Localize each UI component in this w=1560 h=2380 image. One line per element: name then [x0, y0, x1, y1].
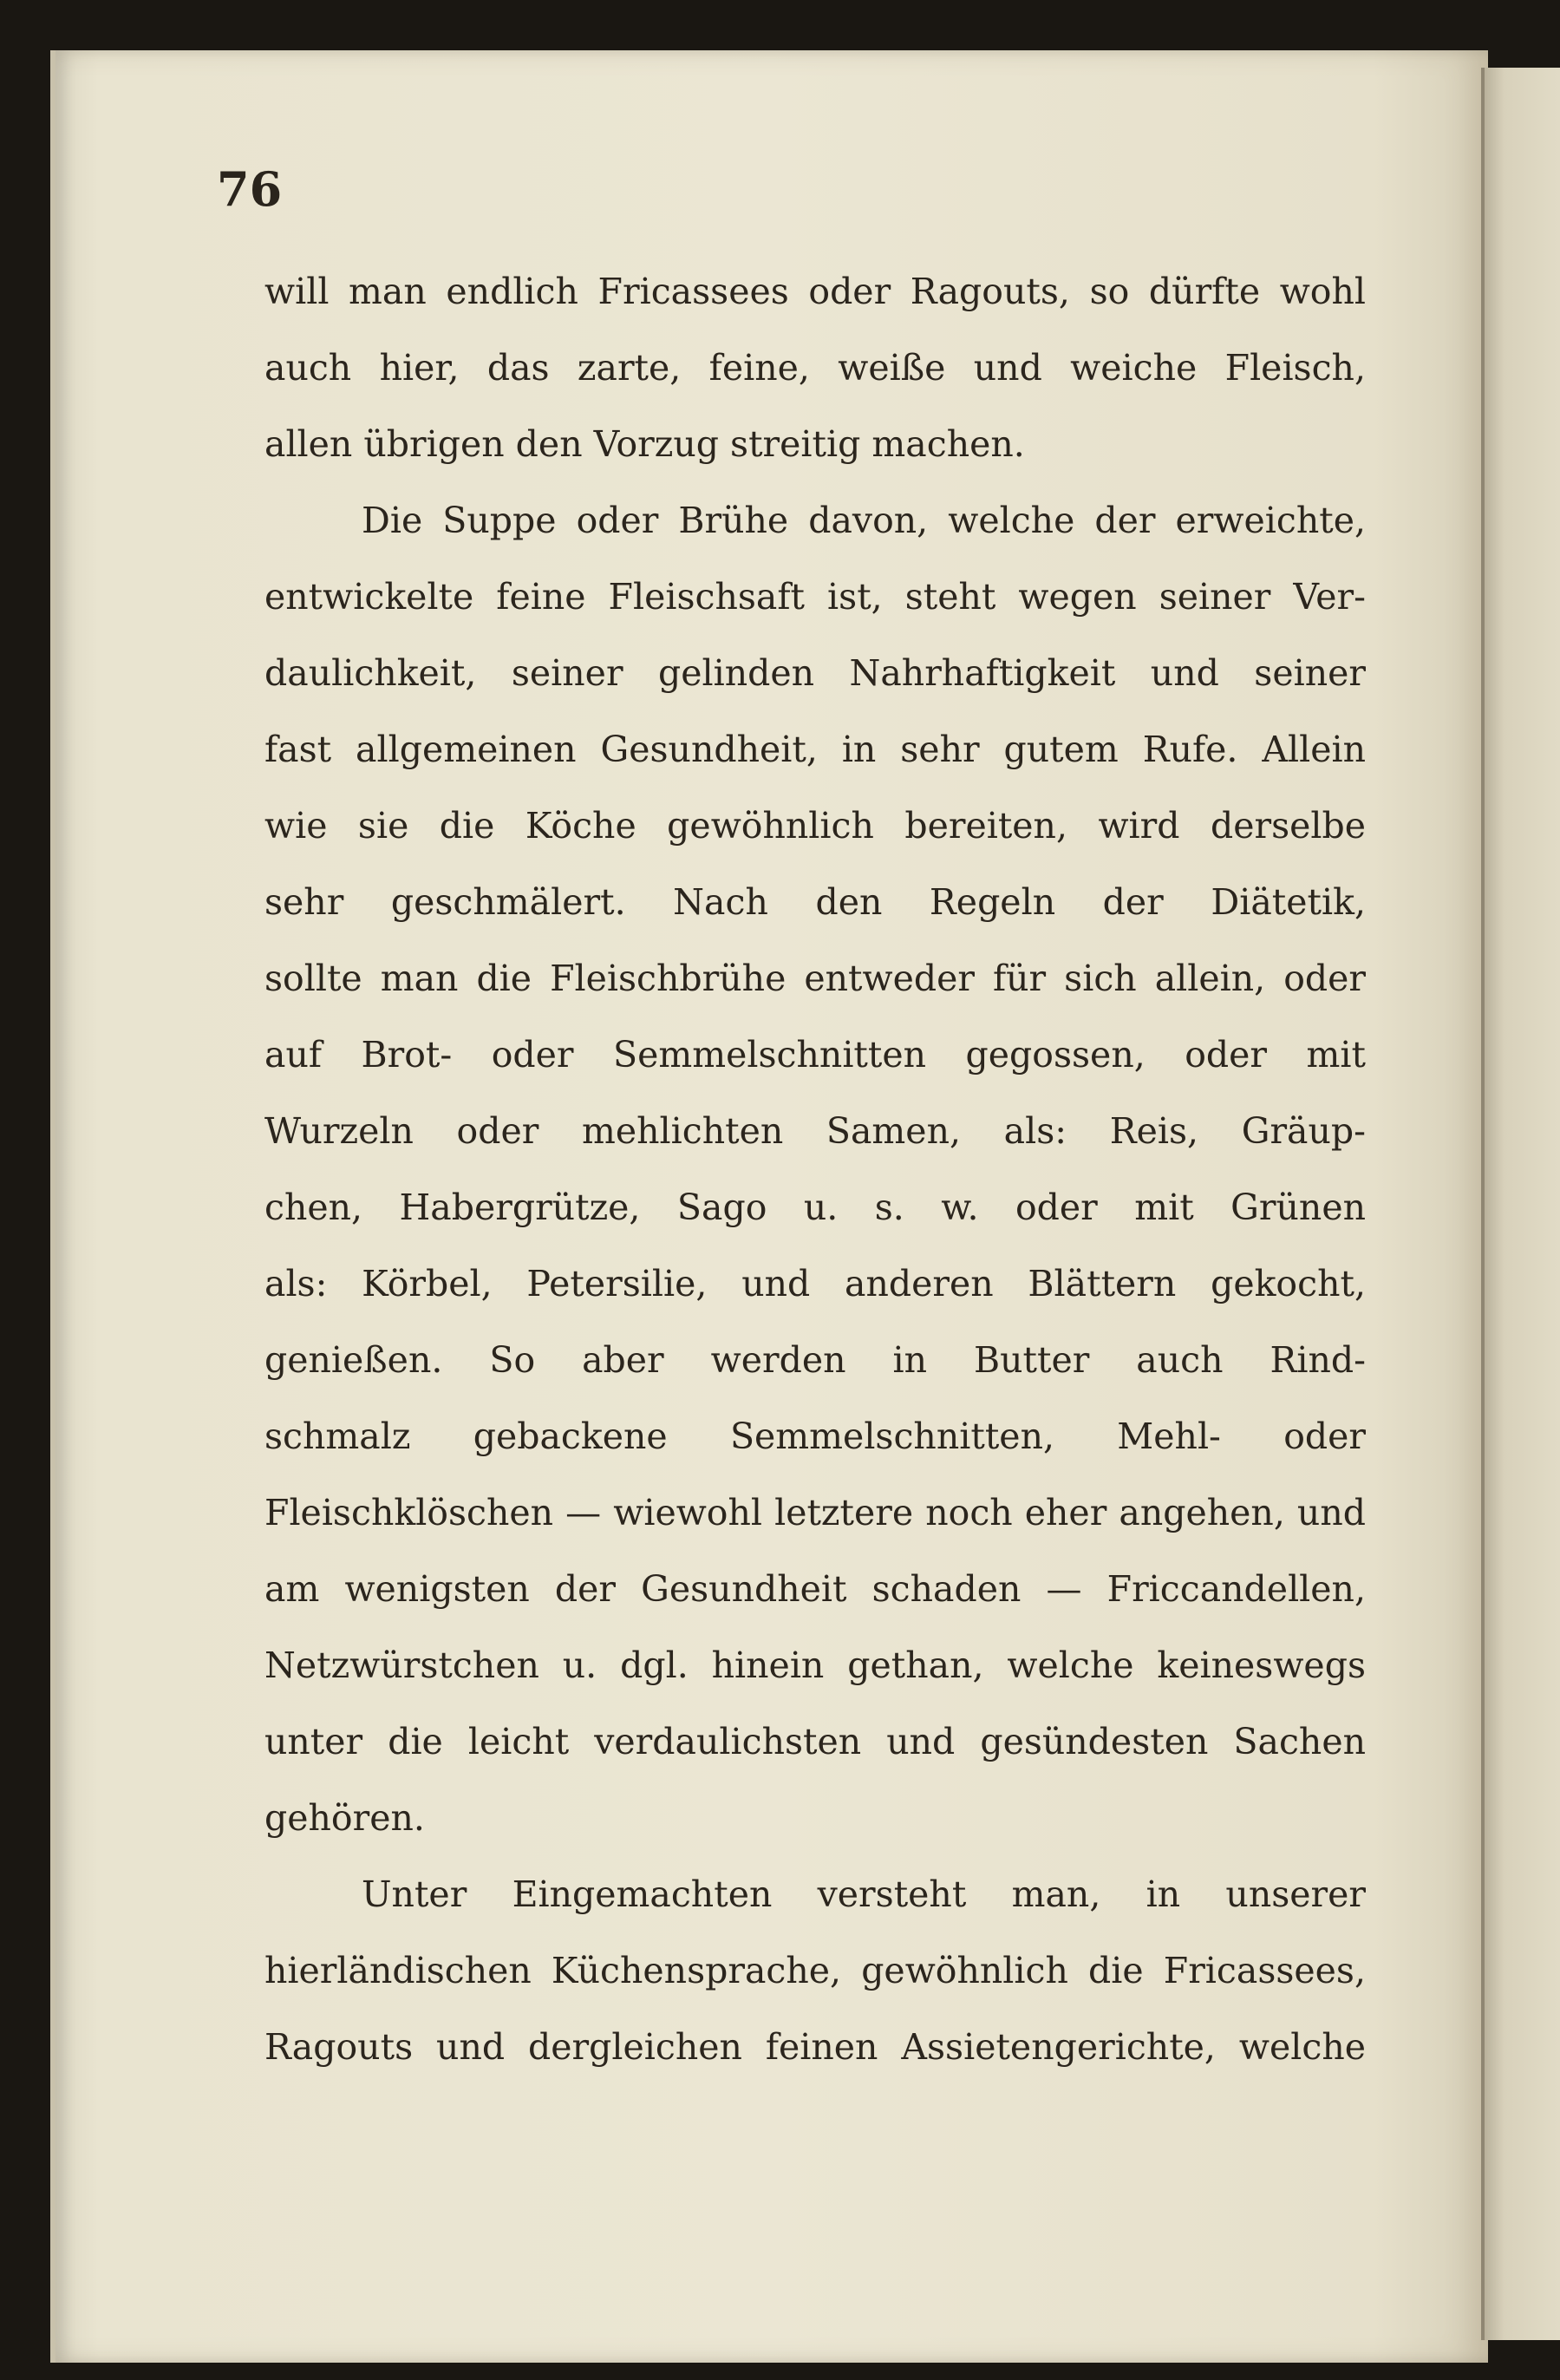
text-line: Netzwürstchen u. dgl. hinein gethan, welche keineswegs	[264, 1644, 1366, 1686]
text-line: sehr geschmälert. Nach den Regeln der Diätetik,	[264, 881, 1366, 923]
text-line: fast allgemeinen Gesundheit, in sehr gutem Rufe. Allein	[264, 729, 1366, 770]
text-line: Unter Eingemachten versteht man, in unserer	[362, 1873, 1366, 1915]
text-line: Ragouts und dergleichen feinen Assietengerichte, welche	[264, 2026, 1366, 2068]
text-line: Wurzeln oder mehlichten Samen, als: Reis, Gräup-	[264, 1110, 1366, 1152]
text-line: am wenigsten der Gesundheit schaden — Friccandellen,	[264, 1568, 1366, 1610]
text-line: gehören.	[264, 1797, 425, 1839]
text-line: auch hier, das zarte, feine, weiße und weiche Fleisch,	[264, 347, 1366, 389]
text-line: genießen. So aber werden in Butter auch Rind-	[264, 1339, 1366, 1381]
text-line: unter die leicht verdaulichsten und gesündesten Sachen	[264, 1721, 1366, 1762]
text-line: schmalz gebackene Semmelschnitten, Mehl- oder	[264, 1416, 1366, 1457]
adjacent-page-edge	[1481, 68, 1560, 2340]
page-body-text	[264, 253, 1366, 2085]
text-line: hierländischen Küchensprache, gewöhnlich die Fricassees,	[264, 1950, 1366, 1991]
text-line: wie sie die Köche gewöhnlich bereiten, wird derselbe	[264, 805, 1366, 847]
text-line: Fleischklöschen — wiewohl letztere noch eher angehen, und	[264, 1492, 1366, 1533]
page-number: 76	[217, 161, 283, 217]
text-line: chen, Habergrütze, Sago u. s. w. oder mit Grünen	[264, 1187, 1366, 1228]
text-line: will man endlich Fricassees oder Ragouts, so dürfte wohl	[264, 271, 1366, 312]
text-line: als: Körbel, Petersilie, und anderen Blättern gekocht,	[264, 1263, 1366, 1304]
text-line: daulichkeit, seiner gelinden Nahrhaftigkeit und seiner	[264, 652, 1366, 694]
text-line: entwickelte feine Fleischsaft ist, steht wegen seiner Ver-	[264, 576, 1366, 618]
text-line: sollte man die Fleischbrühe entweder für sich allein, oder	[264, 958, 1366, 999]
text-line: Die Suppe oder Brühe davon, welche der erweichte,	[362, 500, 1366, 541]
text-line: auf Brot- oder Semmelschnitten gegossen, oder mit	[264, 1034, 1366, 1076]
text-line: allen übrigen den Vorzug streitig machen.	[264, 423, 1025, 465]
